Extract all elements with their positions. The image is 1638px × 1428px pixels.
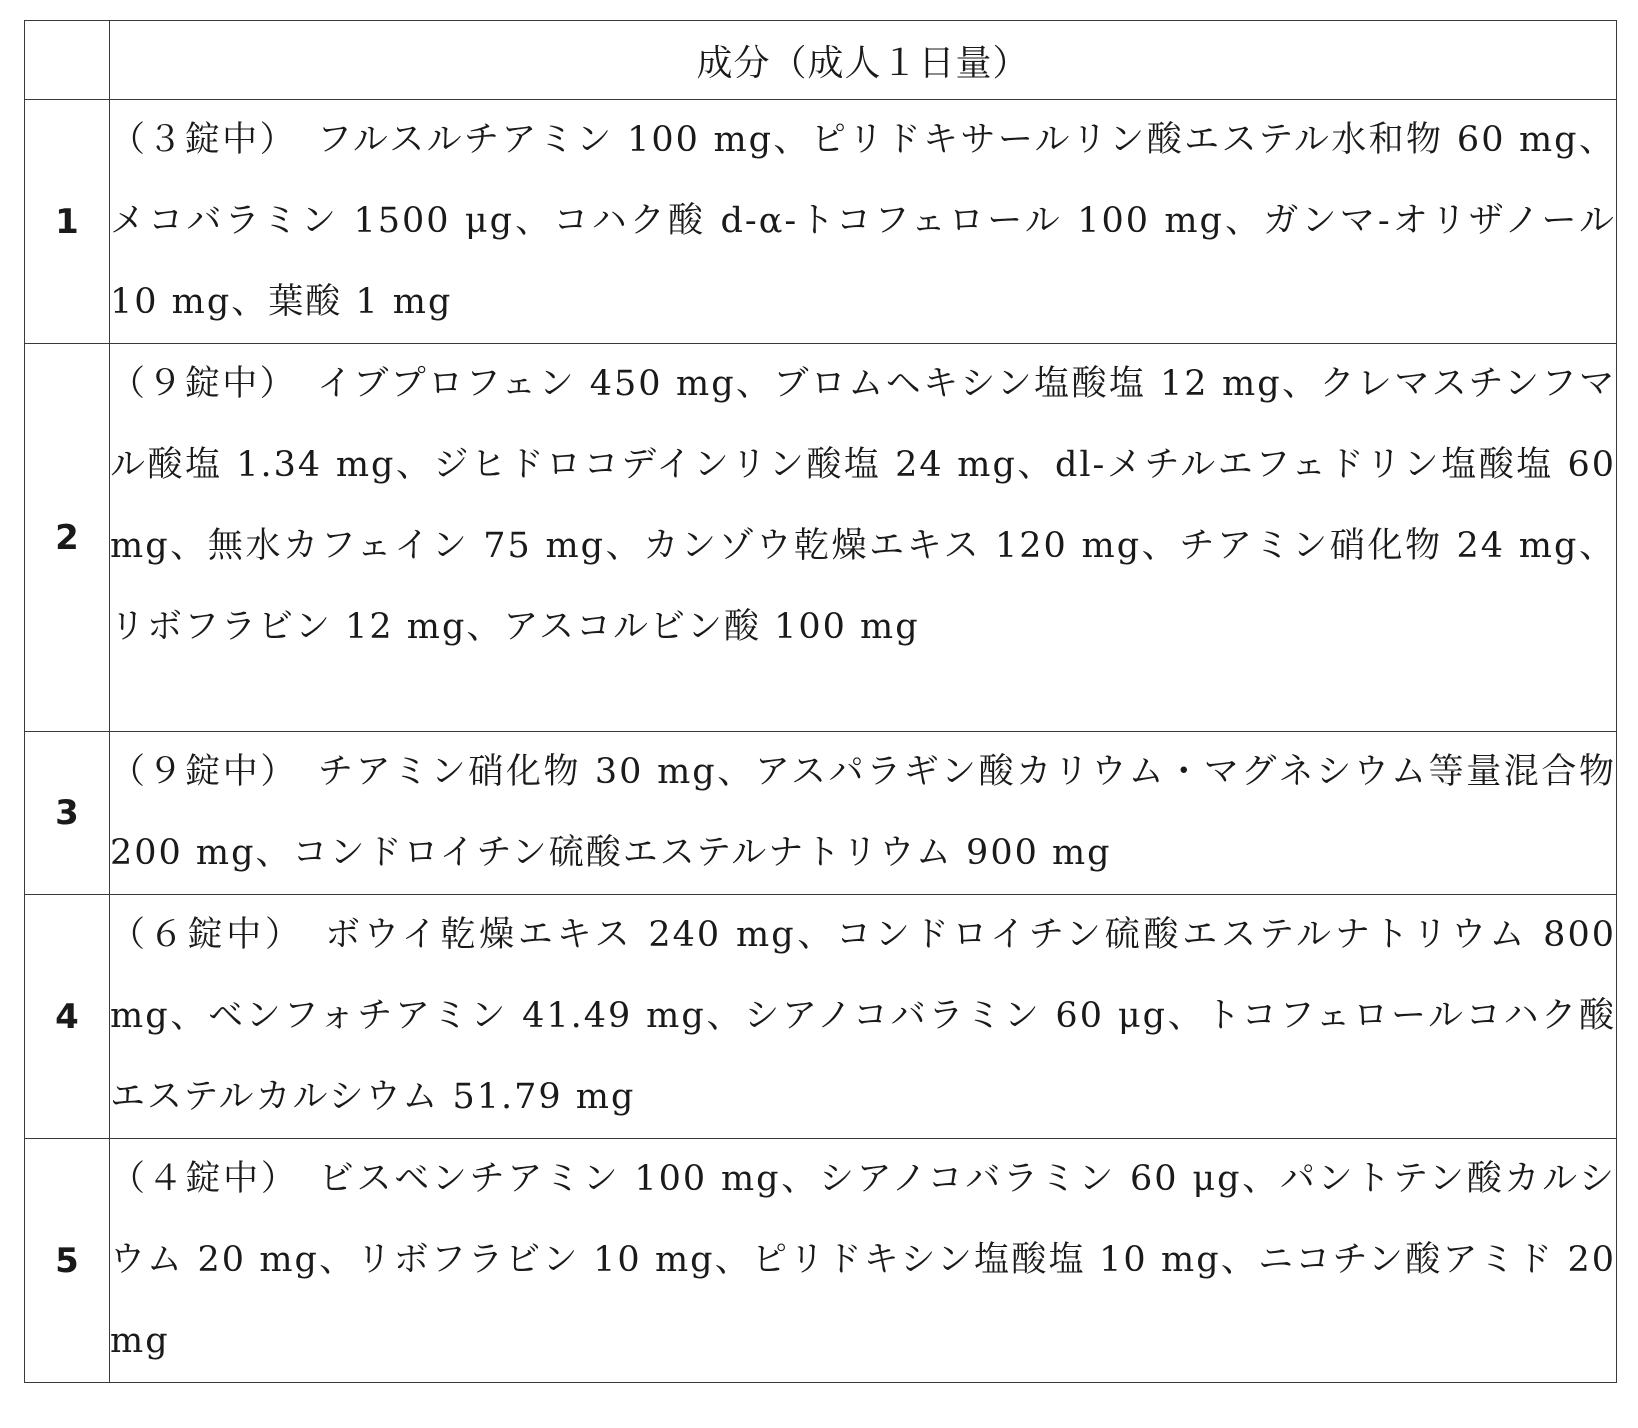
ingredients-text: チアミン硝化物 30 mg、アスパラギン酸カリウム・マグネシウム等量混合物 200 mg、コンドロイチン硫酸エステルナトリウム 900 mg xyxy=(110,752,1616,873)
ingredients-cell xyxy=(110,732,1617,895)
ingredients-cell xyxy=(110,344,1617,732)
tablet-count: （９錠中） xyxy=(110,364,280,404)
ingredients-text: ボウイ乾燥エキス 240 mg、コンドロイチン硫酸エステルナトリウム 800 mg、ベンフォチアミン 41.49 mg、シアノコバラミン 60 μg、トコフェロールコハク酸エステルカルシウム 51.79 mg xyxy=(110,915,1616,1117)
ingredients-cell xyxy=(110,895,1617,1139)
row-number: 1 xyxy=(25,100,110,344)
header-number-cell xyxy=(25,21,110,100)
row-number: 5 xyxy=(25,1139,110,1383)
table-row xyxy=(25,895,1617,1139)
header-title-cell: 成分（成人１日量） xyxy=(110,21,1617,100)
row-number: 3 xyxy=(25,732,110,895)
ingredients-cell xyxy=(110,1139,1617,1383)
table-row xyxy=(25,732,1617,895)
table-row xyxy=(25,344,1617,732)
table-row xyxy=(25,100,1617,344)
ingredient-table xyxy=(24,20,1617,1383)
tablet-count: （３錠中） xyxy=(110,120,280,160)
header-row xyxy=(25,21,1617,100)
tablet-count: （６錠中） xyxy=(110,915,287,955)
ingredients-cell xyxy=(110,100,1617,344)
tablet-count: （９錠中） xyxy=(110,752,281,792)
ingredients-text: フルスルチアミン 100 mg、ピリドキサールリン酸エステル水和物 60 mg、メコバラミン 1500 μg、コハク酸 d-α-トコフェロール 100 mg、ガンマ-オリザノール 10 mg、葉酸 1 mg xyxy=(110,120,1616,322)
row-number: 2 xyxy=(25,344,110,732)
table-row xyxy=(25,1139,1617,1383)
ingredients-text: ビスベンチアミン 100 mg、シアノコバラミン 60 μg、パントテン酸カルシウム 20 mg、リボフラビン 10 mg、ピリドキシン塩酸塩 10 mg、ニコチン酸アミド 20 mg xyxy=(110,1159,1616,1361)
tablet-count: （４錠中） xyxy=(110,1159,282,1199)
ingredients-text: イブプロフェン 450 mg、ブロムヘキシン塩酸塩 12 mg、クレマスチンフマル酸塩 1.34 mg、ジヒドロコデインリン酸塩 24 mg、dl-メチルエフェドリン塩酸塩 60 mg、無水カフェイン 75 mg、カンゾウ乾燥エキス 120 mg、チアミン硝化物 24 mg、リボフラビン 12 mg、アスコルビン酸 100 mg xyxy=(110,364,1616,647)
row-number: 4 xyxy=(25,895,110,1139)
